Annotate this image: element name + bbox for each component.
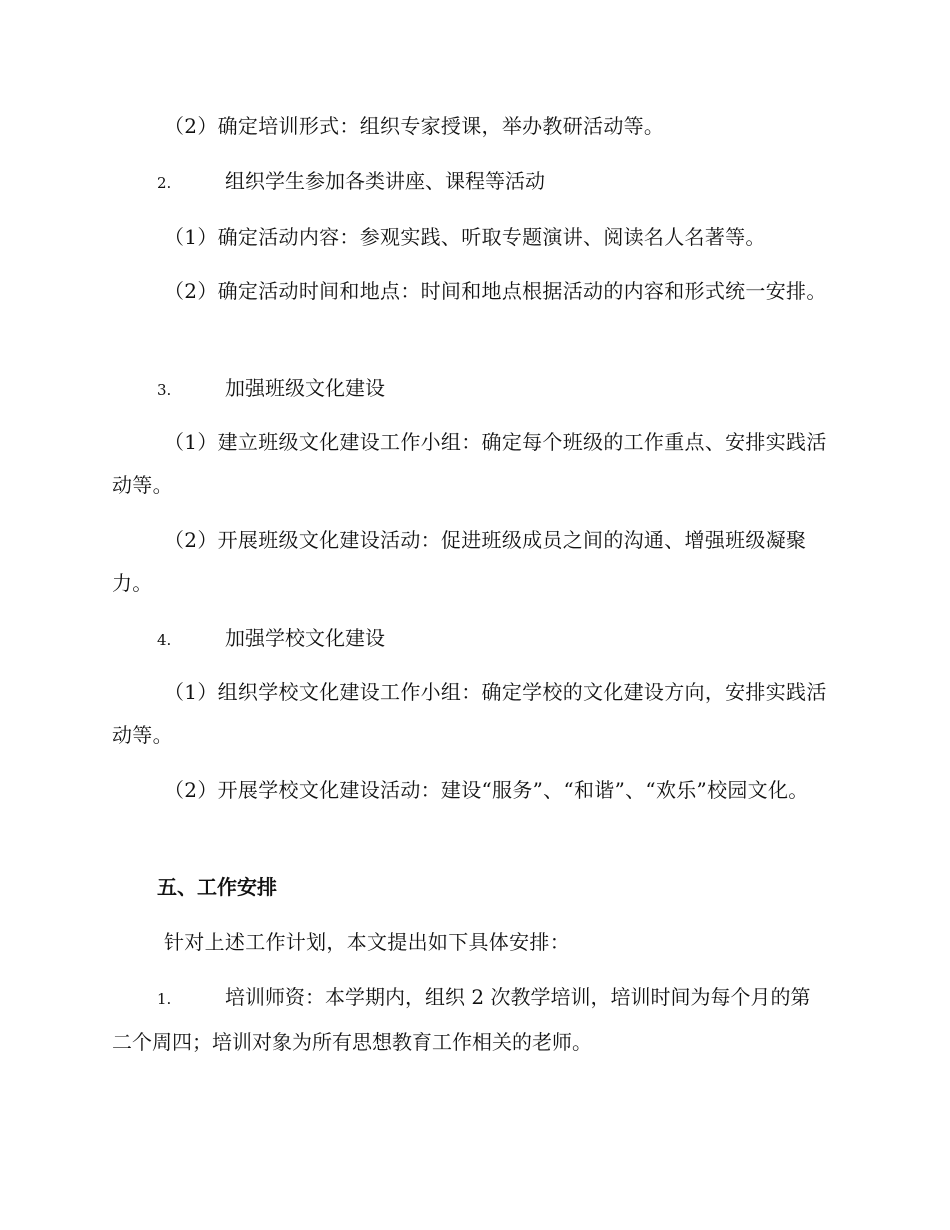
- list-item-text: 培训师资：本学期内，组织 2 次教学培训，培训时间为每个月的第二个周四；培训对象为所有思想教育工作相关的老师。: [112, 985, 811, 1054]
- list-item-1-training-staff: [112, 976, 828, 1064]
- section-heading-work-arrangement: 五、工作安排: [157, 875, 277, 899]
- paragraph-school-culture-activity: （2）开展学校文化建设活动：建设“服务”、“和谐”、“欢乐”校园文化。: [164, 778, 809, 802]
- list-item-text: 加强班级文化建设: [225, 376, 385, 400]
- list-item-text: 组织学生参加各类讲座、课程等活动: [225, 169, 545, 193]
- paragraph-arrangement-intro: 针对上述工作计划，本文提出如下具体安排：: [164, 930, 570, 954]
- list-number: 4.: [157, 631, 172, 649]
- paragraph-activity-content: （1）确定活动内容：参观实践、听取专题演讲、阅读名人名著等。: [164, 225, 766, 249]
- list-number: 1.: [157, 990, 172, 1008]
- list-number: 3.: [157, 381, 172, 399]
- paragraph-school-culture-group: （1）组织学校文化建设工作小组：确定学校的文化建设方向，安排实践活动等。: [112, 680, 827, 747]
- list-number: 2.: [157, 174, 172, 192]
- paragraph-training-form: （2）确定培训形式：组织专家授课，举办教研活动等。: [164, 114, 665, 138]
- list-item-2: [157, 160, 545, 205]
- list-item-4: [157, 617, 385, 662]
- paragraph-class-culture-activity: （2）开展班级文化建设活动：促进班级成员之间的沟通、增强班级凝聚力。: [112, 528, 807, 595]
- list-item-3: [157, 367, 385, 412]
- paragraph-class-culture-group: （1）建立班级文化建设工作小组：确定每个班级的工作重点、安排实践活动等。: [112, 430, 827, 497]
- list-item-text: 加强学校文化建设: [225, 626, 385, 650]
- paragraph-activity-time-place: （2）确定活动时间和地点：时间和地点根据活动的内容和形式统一安排。: [164, 279, 827, 303]
